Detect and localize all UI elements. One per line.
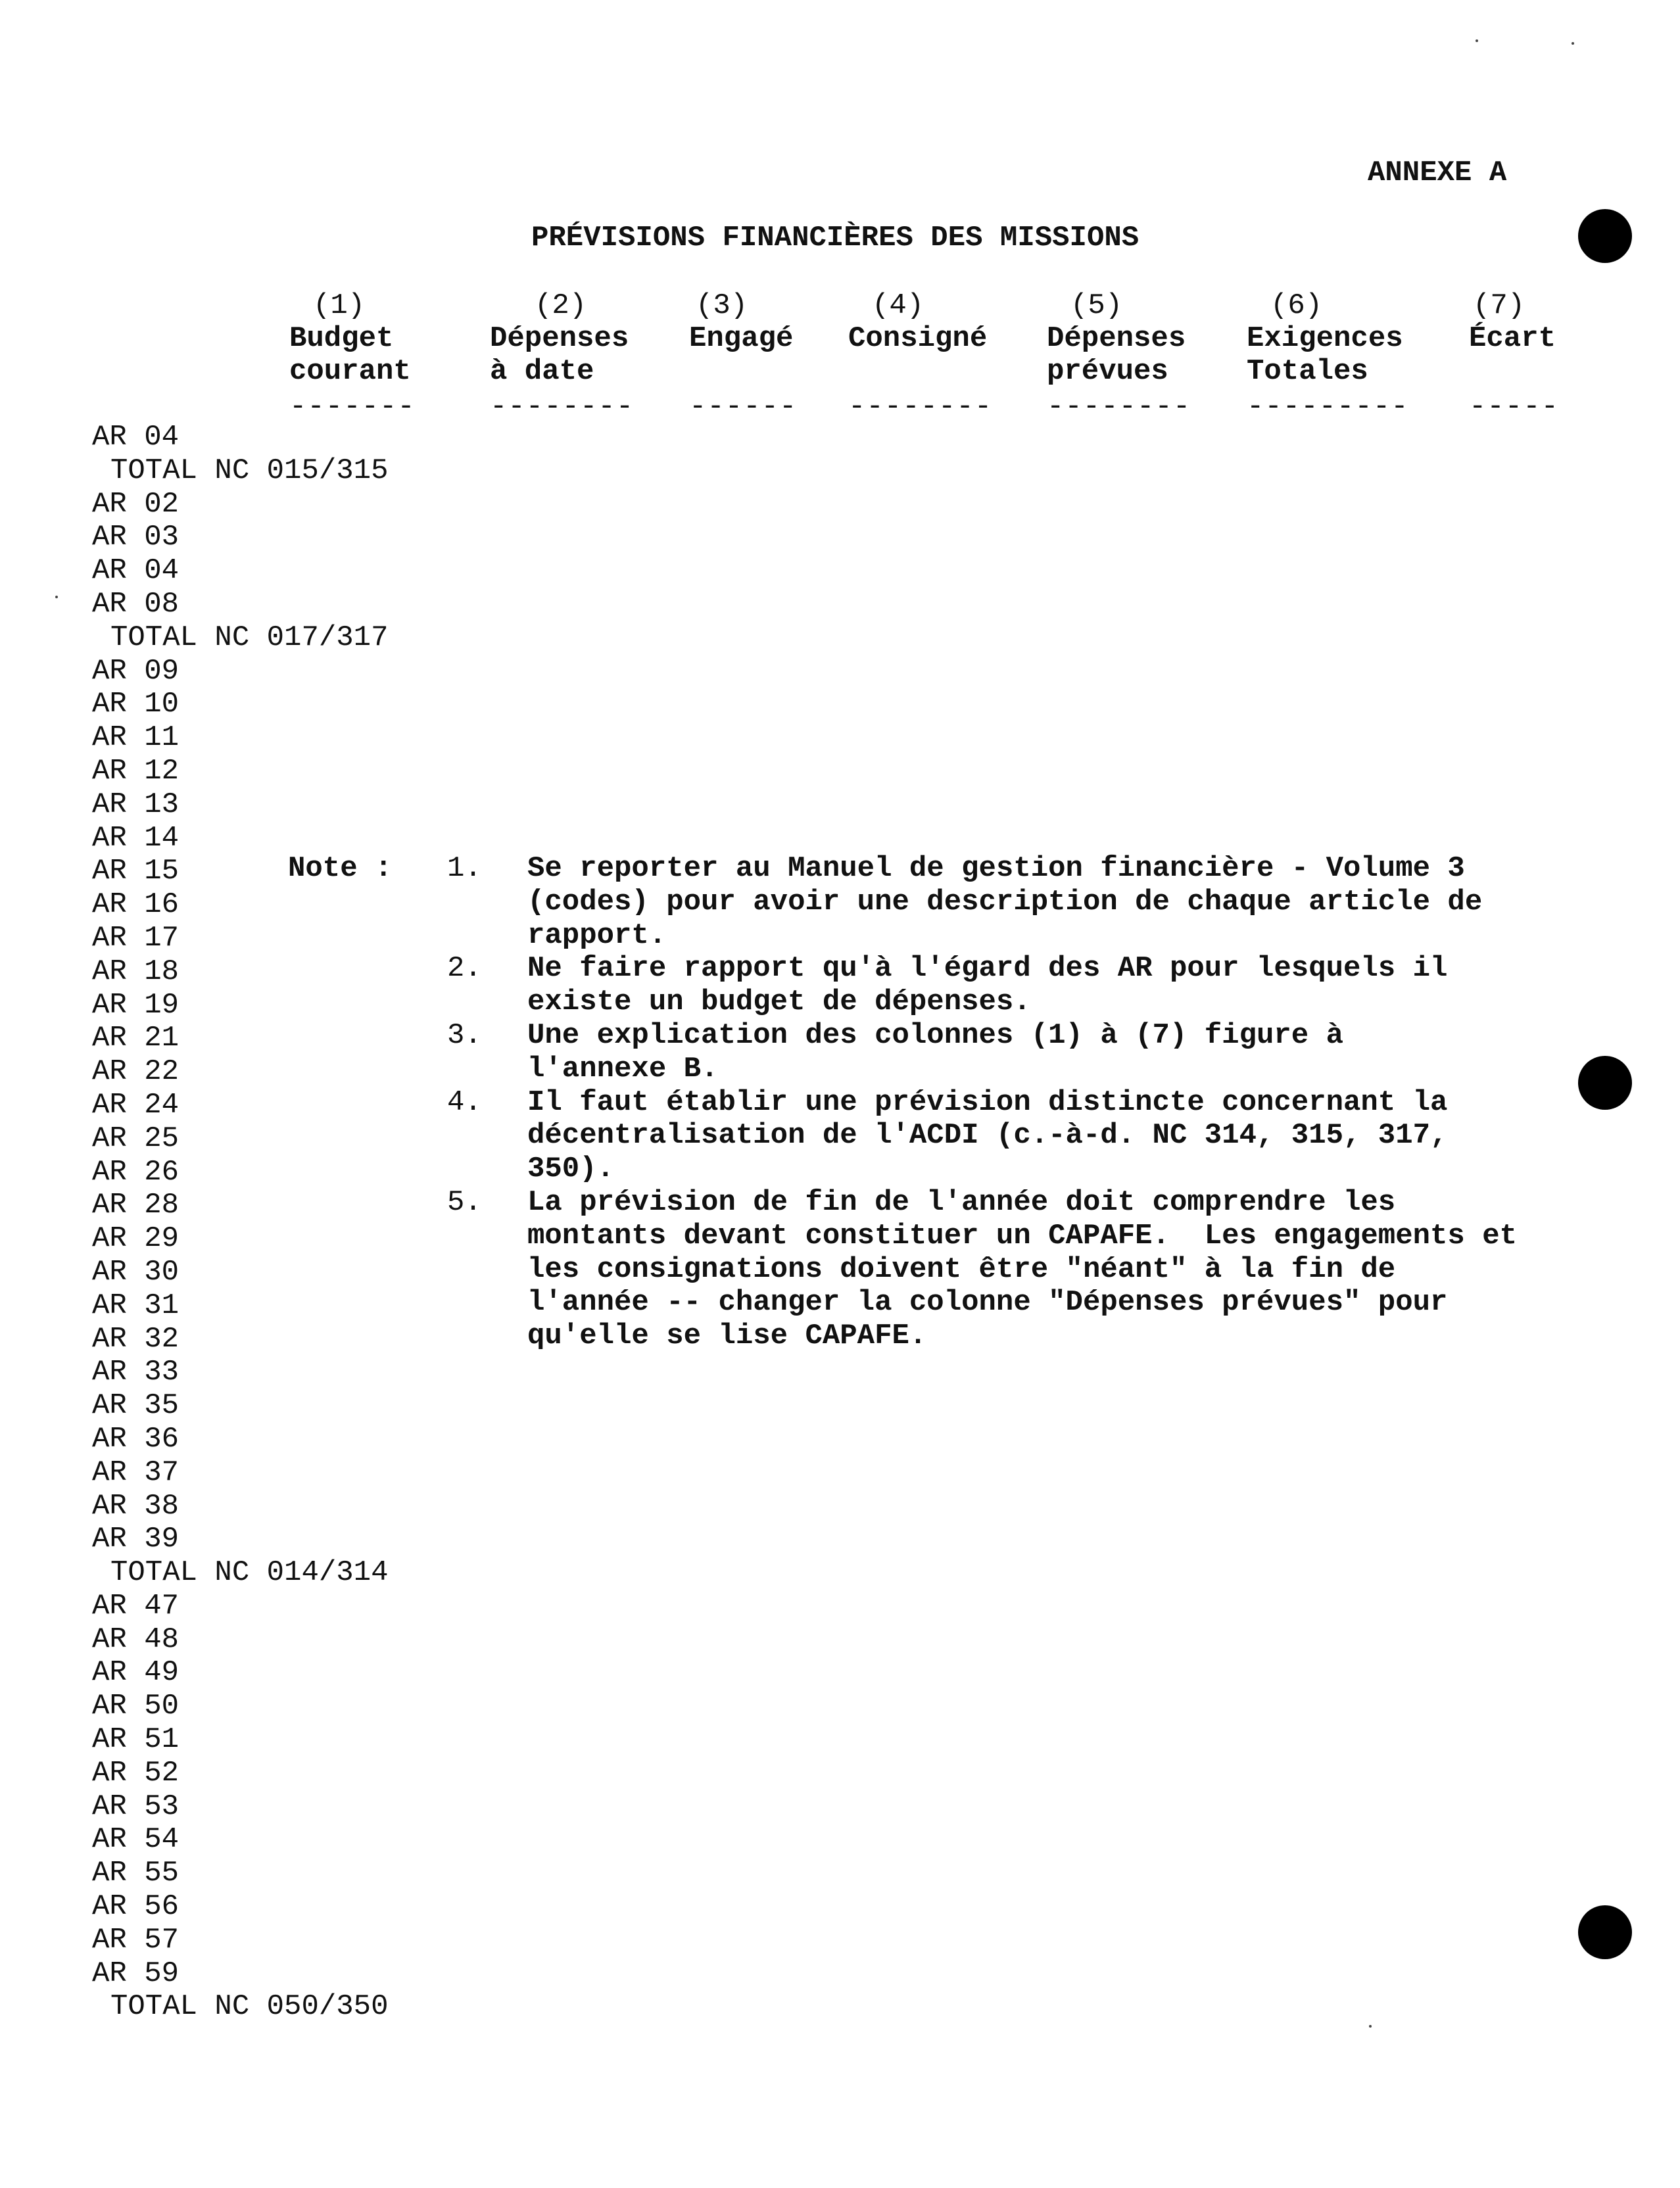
ar-row-label: AR 51: [92, 1723, 180, 1757]
note-text: La prévision de fin de l'année doit comprendre les montants devant constituer un CAPAFE. Les engagements et les consignations doivent être "néant" à la fin de l'année -- changer la colonne "Dépenses prévues" pour qu'elle se lise CAPAFE.: [527, 1185, 1518, 1353]
column-rule: ---------: [1247, 391, 1409, 423]
note-text: Se reporter au Manuel de gestion financière - Volume 3 (codes) pour avoir une description de chaque article de rapport.: [527, 852, 1483, 952]
column-header-5: [1047, 289, 1191, 423]
page-title: PRÉVISIONS FINANCIÈRES DES MISSIONS: [531, 222, 1140, 254]
ar-row-label: AR 54: [92, 1823, 180, 1857]
ar-row-label: AR 09: [92, 654, 180, 688]
ar-row-label: AR 55: [92, 1857, 180, 1890]
ar-row-label: AR 03: [92, 521, 180, 554]
column-rule: --------: [848, 391, 993, 423]
column-number: (4): [872, 289, 924, 322]
ar-row-label: AR 33: [92, 1356, 180, 1389]
ar-row-label: AR 02: [92, 487, 180, 521]
ar-row-label: AR 29: [92, 1222, 180, 1256]
column-rule: -------: [289, 391, 416, 423]
column-header-1: [289, 289, 416, 423]
note-text: Une explication des colonnes (1) à (7) figure à l'annexe B.: [527, 1018, 1344, 1085]
column-label: [689, 355, 797, 388]
column-label: Exigences: [1247, 322, 1403, 355]
ar-row-label: AR 37: [92, 1456, 180, 1489]
ar-row-label: AR 26: [92, 1155, 180, 1189]
column-number: (3): [696, 289, 748, 322]
scan-speck: [1369, 2025, 1372, 2028]
column-label: courant: [289, 355, 411, 388]
scan-speck: [55, 596, 58, 598]
column-label: [1469, 355, 1559, 388]
ar-row-label: AR 24: [92, 1088, 180, 1122]
column-label: Engagé: [689, 322, 794, 355]
note-text: Il faut établir une prévision distincte concernant la décentralisation de l'ACDI (c.-à-d. NC 314, 315, 317, 350).: [527, 1085, 1448, 1186]
total-row-label: TOTAL NC 017/317: [110, 621, 389, 654]
column-label: Budget: [289, 322, 394, 355]
ar-row-label: AR 38: [92, 1489, 180, 1523]
column-label: Dépenses: [490, 322, 629, 355]
ar-row-label: AR 21: [92, 1022, 180, 1055]
note-number: 2.: [447, 952, 482, 986]
ar-row-label: AR 57: [92, 1923, 180, 1957]
ar-row-label: AR 17: [92, 921, 180, 955]
note-item: [447, 1086, 1670, 1186]
ar-row-label: AR 36: [92, 1422, 180, 1456]
note-number: 3.: [447, 1018, 482, 1052]
column-header-7: [1469, 289, 1559, 423]
scan-speck: [1572, 42, 1574, 45]
column-rule: -----: [1469, 391, 1560, 423]
column-header-3: [689, 289, 797, 423]
column-rule: ------: [689, 391, 798, 423]
note-number: 1.: [447, 852, 482, 885]
note-label: Note :: [288, 852, 393, 885]
note-item: [447, 1019, 1670, 1086]
column-rule: --------: [490, 391, 635, 423]
ar-row-label: AR 52: [92, 1756, 180, 1790]
annex-label: ANNEXE A: [1368, 156, 1507, 189]
ar-row-label: AR 31: [92, 1289, 180, 1322]
column-label: Consigné: [848, 322, 988, 355]
note-item: [447, 1186, 1670, 1353]
ar-row-label: AR 16: [92, 888, 180, 922]
binder-hole-icon: [1578, 1905, 1632, 1959]
ar-row-label: AR 25: [92, 1122, 180, 1155]
ar-row-label: AR 30: [92, 1255, 180, 1289]
total-row-label: TOTAL NC 015/315: [110, 454, 389, 487]
ar-row-label: AR 04: [92, 554, 180, 588]
ar-row-label: AR 35: [92, 1389, 180, 1423]
ar-row-label: AR 15: [92, 855, 180, 888]
total-row-label: TOTAL NC 050/350: [110, 1990, 389, 2024]
ar-row-label: AR 19: [92, 988, 180, 1022]
column-number: (7): [1473, 289, 1525, 322]
column-number: (1): [313, 289, 366, 322]
ar-row-label: AR 04: [92, 421, 180, 454]
column-number: (6): [1270, 289, 1323, 322]
column-header-4: [848, 289, 992, 423]
ar-row-label: AR 14: [92, 821, 180, 855]
note-text: Ne faire rapport qu'à l'égard des AR pour lesquels il existe un budget de dépenses.: [527, 952, 1448, 1019]
column-rule: --------: [1047, 391, 1191, 423]
note-item: [447, 852, 1670, 952]
note-item: [447, 952, 1670, 1019]
ar-row-label: AR 53: [92, 1790, 180, 1823]
ar-row-label: AR 10: [92, 688, 180, 721]
ar-row-label: AR 18: [92, 955, 180, 988]
note-number: 4.: [447, 1085, 482, 1119]
column-label: prévues: [1047, 355, 1168, 388]
ar-row-label: AR 50: [92, 1690, 180, 1723]
binder-hole-icon: [1578, 209, 1632, 263]
binder-hole-icon: [1578, 1056, 1632, 1110]
ar-row-label: AR 08: [92, 587, 180, 621]
notes-list: [447, 852, 1670, 1353]
column-label: Totales: [1247, 355, 1368, 388]
note-number: 5.: [447, 1185, 482, 1219]
ar-row-label: AR 12: [92, 754, 180, 788]
ar-row-label: AR 48: [92, 1623, 180, 1656]
column-number: (2): [535, 289, 587, 322]
column-label: [848, 355, 992, 388]
ar-row-label: AR 32: [92, 1322, 180, 1356]
column-label: Dépenses: [1047, 322, 1186, 355]
column-number: (5): [1070, 289, 1123, 322]
column-header-2: [490, 289, 634, 423]
column-label: Écart: [1469, 322, 1556, 355]
ar-row-label: AR 22: [92, 1055, 180, 1089]
ar-row-label: AR 56: [92, 1890, 180, 1924]
scan-speck: [1476, 39, 1478, 42]
ar-row-list: [92, 421, 388, 2024]
ar-row-label: AR 59: [92, 1957, 180, 1990]
ar-row-label: AR 49: [92, 1656, 180, 1690]
ar-row-label: AR 39: [92, 1523, 180, 1556]
column-label: à date: [490, 355, 594, 388]
total-row-label: TOTAL NC 014/314: [110, 1556, 389, 1590]
ar-row-label: AR 11: [92, 721, 180, 755]
ar-row-label: AR 13: [92, 788, 180, 821]
ar-row-label: AR 28: [92, 1189, 180, 1222]
ar-row-label: AR 47: [92, 1589, 180, 1623]
column-header-6: [1247, 289, 1409, 423]
